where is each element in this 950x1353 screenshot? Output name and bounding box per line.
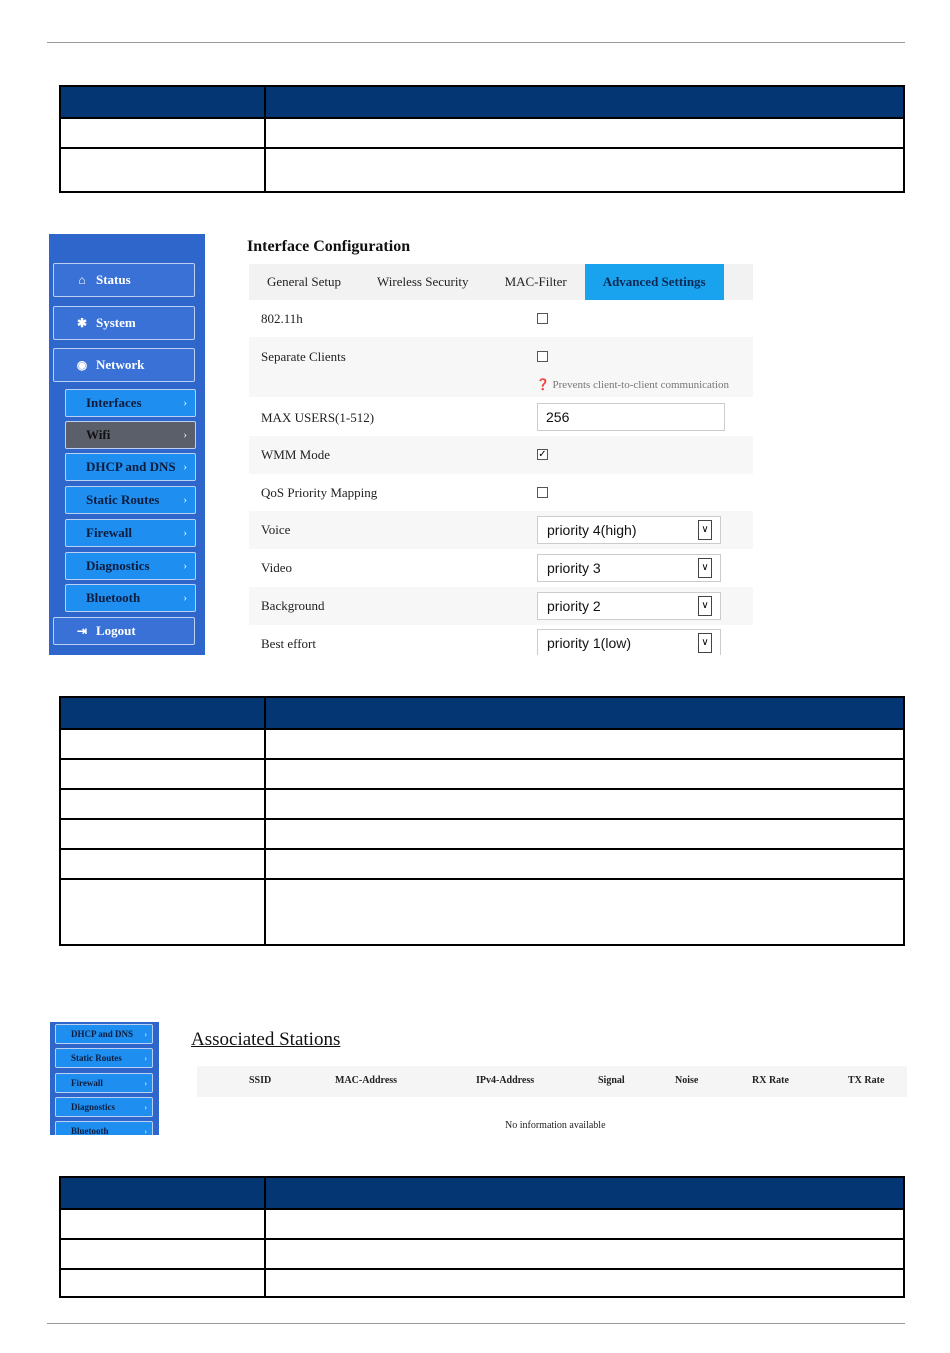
- table-row: [61, 818, 903, 848]
- tab-mac-filter[interactable]: MAC-Filter: [504, 274, 567, 289]
- sub-label: Firewall: [71, 1078, 103, 1088]
- table-row: [61, 728, 903, 758]
- hint-text: [536, 378, 729, 391]
- chevron-right-icon: ›: [183, 560, 187, 572]
- hint-label: Prevents client-to-client communication: [552, 379, 730, 391]
- tab-bar: [249, 264, 753, 300]
- row-video: [249, 549, 753, 587]
- chevron-down-icon: ∨: [698, 520, 712, 540]
- row-max-users: [249, 397, 753, 436]
- sub-label: DHCP and DNS: [71, 1029, 134, 1039]
- associated-table-header: [197, 1066, 907, 1097]
- table-row: [61, 1208, 903, 1238]
- chevron-right-icon: ›: [183, 461, 187, 473]
- associated-stations-title: Associated Stations: [191, 1029, 341, 1050]
- select-value: priority 1(low): [547, 635, 632, 651]
- empty-state-text: No information available: [505, 1120, 606, 1131]
- sub-label: Interfaces: [86, 395, 142, 410]
- chevron-right-icon: ›: [183, 494, 187, 506]
- video-select[interactable]: [537, 554, 721, 582]
- field-label: WMM Mode: [261, 447, 330, 462]
- column-header: SSID: [249, 1075, 272, 1086]
- row-best-effort: [249, 625, 753, 655]
- background-select[interactable]: [537, 592, 721, 620]
- table-row: [61, 147, 903, 191]
- sub-firewall-button[interactable]: [65, 519, 196, 547]
- row-background: [249, 587, 753, 625]
- sub-label: Wifi: [86, 427, 111, 442]
- home-icon: ⌂: [78, 272, 86, 287]
- nav-status-button[interactable]: [53, 263, 195, 297]
- checkbox-separate-clients[interactable]: [537, 351, 548, 362]
- chevron-right-icon: ›: [183, 592, 187, 604]
- chevron-right-icon: ›: [144, 1053, 147, 1063]
- field-label: QoS Priority Mapping: [261, 485, 378, 500]
- row-separate-clients: [249, 337, 753, 397]
- column-header: TX Rate: [848, 1075, 885, 1086]
- row-wmm-mode: [249, 436, 753, 474]
- row-qos-mapping: [249, 474, 753, 511]
- chevron-down-icon: ∨: [698, 596, 712, 616]
- field-label: Video: [261, 560, 292, 575]
- nav-label: System: [96, 315, 136, 330]
- sub-label: Static Routes: [71, 1053, 122, 1063]
- table-row: [61, 848, 903, 878]
- table-row: [61, 117, 903, 147]
- nav-label: Logout: [96, 623, 136, 638]
- nav-label: Network: [96, 357, 145, 372]
- doc-table-2: [59, 696, 905, 946]
- nav-network-button[interactable]: [53, 348, 195, 382]
- sub-label: Bluetooth: [86, 590, 141, 605]
- voice-select[interactable]: [537, 516, 721, 544]
- doc-table-3: [59, 1176, 905, 1298]
- row-voice: [249, 511, 753, 549]
- chevron-right-icon: ›: [183, 397, 187, 409]
- sub-interfaces-button[interactable]: [65, 389, 196, 417]
- select-value: priority 2: [547, 598, 601, 614]
- chevron-right-icon: ›: [144, 1078, 147, 1088]
- chevron-down-icon: ∨: [698, 633, 712, 653]
- chevron-right-icon: ›: [183, 429, 187, 441]
- sidebar-crop: [50, 1022, 159, 1135]
- sub-label: Static Routes: [86, 492, 160, 507]
- sub-dhcp-dns-button[interactable]: [65, 453, 196, 481]
- chevron-down-icon: ∨: [698, 558, 712, 578]
- best-effort-select[interactable]: [537, 629, 721, 655]
- tab-advanced-settings[interactable]: Advanced Settings: [585, 264, 724, 300]
- select-value: priority 3: [547, 560, 601, 576]
- sub-label: Firewall: [86, 525, 132, 540]
- globe-icon: ◉: [76, 357, 88, 372]
- nav-label: Status: [96, 272, 131, 287]
- tab-wireless-security[interactable]: Wireless Security: [377, 274, 469, 289]
- sub-label: Diagnostics: [71, 1102, 116, 1112]
- logout-icon: ⇥: [76, 623, 88, 638]
- bottom-rule: [47, 1323, 905, 1324]
- info-icon: ❓: [536, 379, 550, 391]
- table-row: [61, 788, 903, 818]
- sub-static-routes-button[interactable]: [55, 1048, 153, 1068]
- table-header: [61, 698, 903, 728]
- sub-diagnostics-button[interactable]: [65, 552, 196, 580]
- sub-dhcp-dns-button[interactable]: [55, 1024, 153, 1044]
- nav-system-button[interactable]: [53, 306, 195, 340]
- sub-label: Bluetooth: [71, 1126, 109, 1135]
- field-label: Background: [261, 598, 325, 613]
- field-label: 802.11h: [261, 311, 303, 326]
- doc-table-1: [59, 85, 905, 193]
- row-80211h: [249, 300, 753, 337]
- field-label: MAX USERS(1-512): [261, 410, 375, 425]
- page-title: Interface Configuration: [247, 238, 411, 255]
- sub-label: Diagnostics: [86, 558, 150, 573]
- logout-button[interactable]: [53, 617, 195, 645]
- sub-static-routes-button[interactable]: [65, 486, 196, 514]
- checkbox-wmm-mode[interactable]: ✓: [538, 449, 547, 460]
- column-header: Noise: [675, 1075, 699, 1086]
- column-header: MAC-Address: [335, 1075, 398, 1086]
- chevron-right-icon: ›: [144, 1029, 147, 1039]
- column-header: IPv4-Address: [476, 1075, 535, 1086]
- sub-firewall-button[interactable]: [55, 1073, 153, 1093]
- field-label: Separate Clients: [261, 349, 346, 364]
- sub-bluetooth-button[interactable]: [55, 1121, 153, 1135]
- table-header: [61, 87, 903, 117]
- sub-wifi-button[interactable]: [65, 421, 196, 449]
- checkbox-qos-mapping[interactable]: [537, 487, 548, 498]
- table-row: [61, 758, 903, 788]
- sidebar: [49, 234, 205, 655]
- max-users-input[interactable]: 256: [537, 403, 725, 431]
- column-header: RX Rate: [752, 1075, 789, 1086]
- table-row: [61, 1268, 903, 1296]
- column-header: Signal: [598, 1075, 625, 1086]
- table-header: [61, 1178, 903, 1208]
- select-value: priority 4(high): [547, 522, 637, 538]
- chevron-right-icon: ›: [144, 1102, 147, 1112]
- field-label: Best effort: [261, 636, 316, 651]
- sub-diagnostics-button[interactable]: [55, 1097, 153, 1117]
- sub-bluetooth-button[interactable]: [65, 584, 196, 612]
- table-row: [61, 1238, 903, 1268]
- gears-icon: ✱: [76, 315, 88, 330]
- field-label: Voice: [261, 522, 291, 537]
- tab-general-setup[interactable]: General Setup: [267, 274, 342, 289]
- sub-label: DHCP and DNS: [86, 459, 176, 474]
- table-row: [61, 878, 903, 944]
- top-rule: [47, 42, 905, 43]
- chevron-right-icon: ›: [183, 527, 187, 539]
- checkbox-80211h[interactable]: [537, 313, 548, 324]
- chevron-right-icon: ›: [144, 1126, 147, 1135]
